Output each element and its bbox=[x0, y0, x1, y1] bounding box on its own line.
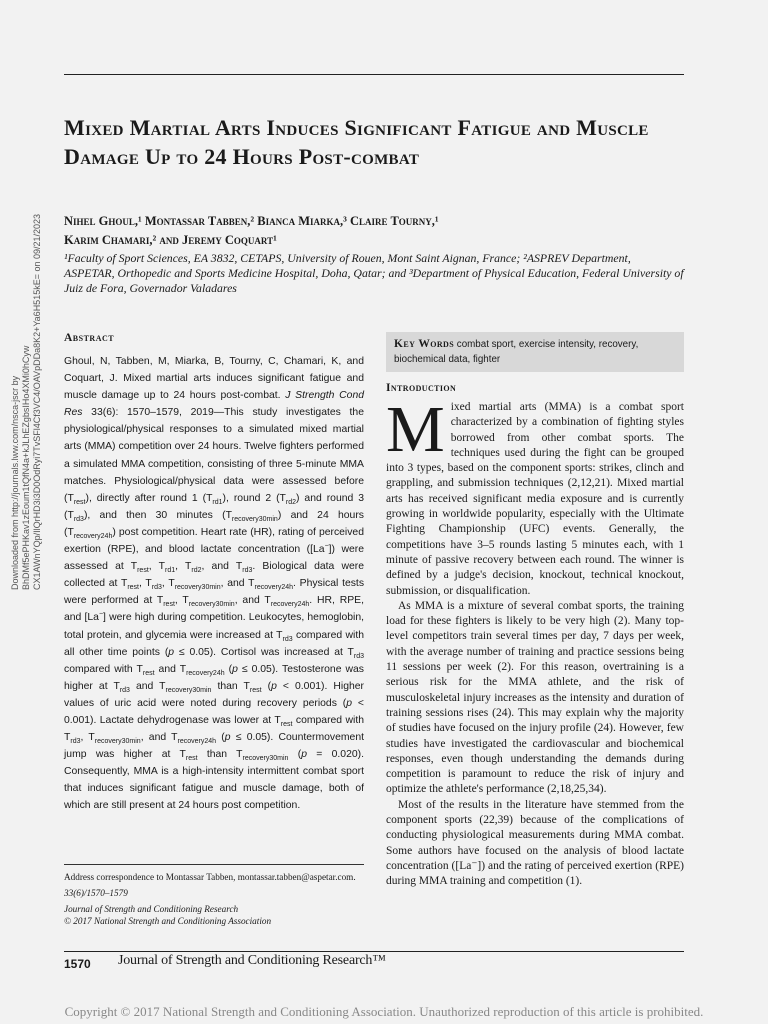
volume-pages: 33(6)/1570–1579 bbox=[64, 888, 128, 898]
footer-rule bbox=[64, 951, 684, 952]
footnote-rule bbox=[64, 864, 364, 865]
sub-rec30: recovery30min bbox=[231, 515, 278, 523]
sub-rest: rest bbox=[73, 498, 86, 506]
drop-cap: M bbox=[386, 393, 445, 466]
main-column bbox=[386, 332, 684, 890]
abstract-citation-journal: J Strength Cond Res bbox=[64, 390, 364, 419]
abstract-heading: Abstract bbox=[64, 332, 115, 344]
abstract-column bbox=[64, 332, 364, 815]
authors-line-2: Karim Chamari,² and Jeremy Coquart¹ bbox=[64, 233, 277, 247]
download-watermark: Downloaded from http://journals.lww.com/nsca-jscr by BhDMf5ePHKav1zEoum1tQfN4a+kJLhEZgbsIHo4XMi0hCyw CX1AWnYQp/IlQrHD3i3D0OdRyi7TvSFl4Cf3VC4/OAVpDDa8K2+Ya6H515kE= on 09/21/2023 bbox=[10, 213, 42, 590]
sub-rec24: recovery24h bbox=[73, 533, 113, 541]
intro-paragraph-1 bbox=[386, 393, 684, 599]
intro-p1-text: ixed martial arts (MMA) is a combat sport characterized by a combination of fighting styles borrowed from other combat sports. The techniques used during the fight can be grouped into 3 types, based on the component sports: strikes, clinch and grappling, and submission techniques (2,12,21). Mixed martial arts has received significant media exposure and is currently growing in worldwide popularity, especially with the Ultimate Fighting Championship (UFC) events. Generally, the competitions have 3–5 rounds lasting 5 minutes each, with 1 minute of passive recovery between each round. The winner is defined by a judge's decision, knockout, technical knockout, submission, or disqualification. bbox=[386, 401, 684, 597]
article-title: Mixed Martial Arts Induces Significant Fatigue and Muscle Damage Up to 24 Hours Post-combat bbox=[64, 115, 649, 169]
introduction-body bbox=[386, 393, 684, 890]
journal-name: Journal of Strength and Conditioning Research™ bbox=[118, 953, 386, 968]
footnote-copyright: © 2017 National Strength and Conditioning Association bbox=[64, 916, 272, 926]
keywords-box bbox=[386, 332, 684, 372]
sub-rd2: rd2 bbox=[285, 498, 297, 506]
correspondence-address: Address correspondence to Montassar Tabben, montassar.tabben@aspetar.com. bbox=[64, 872, 356, 882]
sub-rd3: rd3 bbox=[73, 515, 84, 523]
affiliations: ¹Faculty of Sport Sciences, EA 3832, CETAPS, University of Rouen, Mont Saint Aignan, France; ²ASPREV Department, ASPETAR, Orthopedic and Sports Medicine Hospital, Doha, Qatar; and ³Department of Physical Education, Federal University of Juiz de Fora, Governador Valadares bbox=[64, 251, 684, 295]
abstract-body: Ghoul, N, Tabben, M, Miarka, B, Tourny, C, Chamari, K, and Coquart, J. Mixed martial arts induces significant fatigue and muscle damage up to 24 hours post-combat. J Strength Cond Res 33(6): 1570–1579, 2019—This study investigates the physiological/physical responses to a simulated mixed martial arts (MMA) competition over 24 hours. Twelve fighters performed a simulated MMA competition, consisting of three 5-minute MMA matches. Physiological/physical data were assessed before $(T_{rest})$, directly after round 1 $(T_{rd1})$, round 2 $(T_{rd2})$ and round 3 $(T_{rd3})$, and then 30 minutes $(T_{recovery30min})$ and 24 hours $(T_{recovery24h})$ post competition. Heart rate (HR), rating of perceived exertion (RPE), and blood lactate concentration ([La−]) were assessed at $T_{rest}$, $T_{rd1}$, $T_{rd2}$, and $T_{rd3}$. Biological data were collected at $T_{rest}$, $T_{rd3}$, $T_{recovery30min}$, and $T_{recovery24h}$. Physical tests were performed at $T_{rest}$, $T_{recovery30min}$, and $T_{recovery24h}$. HR, RPE, and [La−] were high during competition. Leukocytes, hemoglobin, total protein, and glycemia were increased at $T_{rd3}$ compared with all other time points (p ≤ 0.05). Cortisol was increased at $T_{rd3}$ compared with $T_{rest}$ and $T_{recovery24h}$ (p ≤ 0.05). Testosterone was higher at $T_{rd3}$ and $T_{recovery30min}$ than $T_{rest}$ (p < 0.001). Higher values of uric acid were noted during recovery periods (p < 0.001). Lactate dehydrogenase was lower at $T_{rest}$ compared with $T_{rd3}$, $T_{recovery30min}$, and $T_{recovery24h}$ (p ≤ 0.05). Countermovement jump was higher at $T_{rest}$ than $T_{recovery30min}$ (p = 0.020). Consequently, MMA is a high-intensity intermittent combat sport that induces significant fatigue and muscle damage, both of which are still present at 24 hours post competition. bbox=[64, 356, 365, 812]
authors-line-1: Nihel Ghoul,¹ Montassar Tabben,² Bianca Miarka,³ Claire Tourny,¹ bbox=[64, 214, 439, 228]
footnotes bbox=[64, 871, 364, 931]
abstract-citation-b: 33(6): 1570–1579, 2019—This study investigates the physiological/physical responses to a simulated mixed martial arts (MMA) competition over 24 hours. Twelve fighters performed a simulated MMA competition, consisting of three 5-minute MMA matches. Physiological/physical data were assessed before (T bbox=[64, 407, 364, 504]
intro-paragraph-3: Most of the results in the literature have stemmed from the component sports (22,39) because of the complications of conducting physiological measurements during MMA combat. Some authors have focused on the analysis of blood lactate concentration ([La⁻]) and the rating of perceived exertion (RPE) during MMA training and competition (1). bbox=[386, 798, 684, 888]
copyright-notice: Copyright © 2017 National Strength and Conditioning Association. Unauthorized reproduction of this article is prohibited. bbox=[64, 1004, 704, 1019]
introduction-heading: Introduction bbox=[386, 382, 457, 394]
author-list bbox=[64, 212, 684, 250]
intro-paragraph-2: As MMA is a mixture of several combat sports, the training load for these fighters is likely to be very high (2). Many top-level competitors train several times per day, 7 days per week, with the average number of training and practice sessions being 11 sessions per week (2). For this reason, overtraining is a serious risk for the MMA athlete, and the risk of musculoskeletal injury increases as the intensity and duration of training sessions rises (24). This may explain why the majority of studies have focused on the injury profile (24). However, few studies have investigated the cardiovascular and biochemical responses, even though understanding the demands during competition is paramount to reduce the risk of injury and optimize the athlete's performance (2,18,25,34). bbox=[386, 599, 684, 796]
top-rule bbox=[64, 74, 684, 75]
page-number: 1570 bbox=[64, 957, 91, 971]
footnote-journal: Journal of Strength and Conditioning Research bbox=[64, 904, 239, 914]
abstract-citation-a: Ghoul, N, Tabben, M, Miarka, B, Tourny, C, Chamari, K, and Coquart, J. Mixed martial arts induces significant fatigue and muscle damage up to 24 hours post-combat. bbox=[64, 356, 364, 402]
keywords-text: combat sport, exercise intensity, recovery, biochemical data, fighter bbox=[394, 339, 639, 365]
keywords-label: Key Words bbox=[394, 338, 455, 350]
sub-rd1: rd1 bbox=[212, 498, 223, 506]
